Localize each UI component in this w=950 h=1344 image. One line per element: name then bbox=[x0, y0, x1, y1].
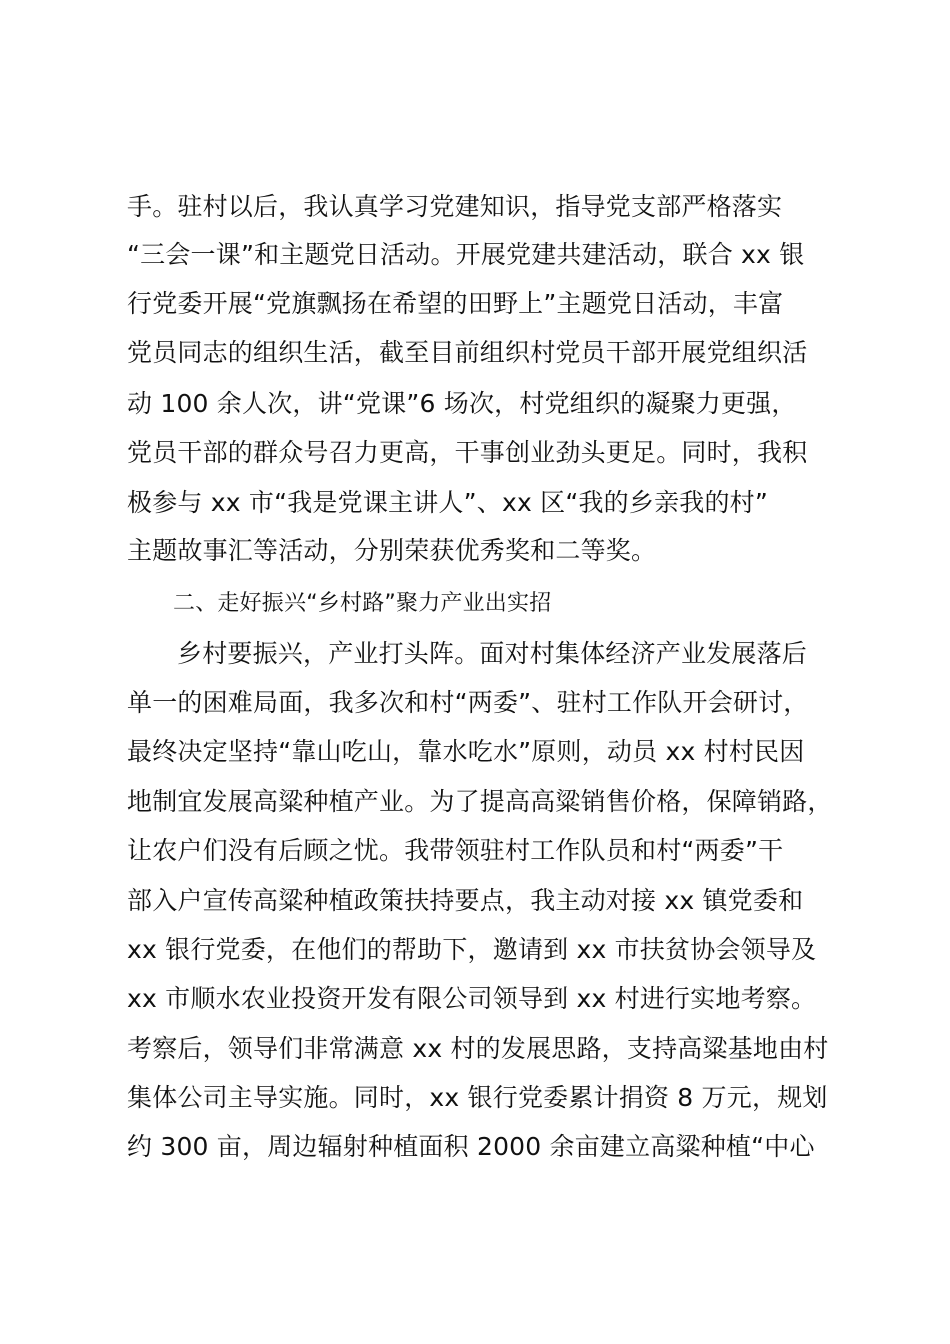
paragraph-2-line-7: xx 银行党委，在他们的帮助下，邀请到 xx 市扶贫协会领导及 bbox=[127, 935, 817, 964]
paragraph-1-line-2: “三会一课”和主题党日活动。开展党建共建活动，联合 xx 银 bbox=[127, 240, 805, 269]
paragraph-2-line-10: 集体公司主导实施。同时，xx 银行党委累计捐资 8 万元，规划 bbox=[127, 1083, 828, 1112]
paragraph-1-line-8: 主题故事汇等活动，分别荣获优秀奖和二等奖。 bbox=[127, 536, 657, 565]
paragraph-2-line-3: 最终决定坚持“靠山吃山，靠水吃水”原则，动员 xx 村村民因 bbox=[127, 737, 805, 766]
paragraph-2-line-1: 乡村要振兴，产业打头阵。面对村集体经济产业发展落后 bbox=[177, 639, 808, 668]
paragraph-1-line-5: 动 100 余人次，讲“党课”6 场次，村党组织的凝聚力更强， bbox=[127, 389, 797, 418]
paragraph-2-line-4: 地制宜发展高粱种植产业。为了提高高粱销售价格，保障销路， bbox=[127, 787, 833, 816]
paragraph-1-line-3: 行党委开展“党旗飘扬在希望的田野上”主题党日活动，丰富 bbox=[127, 289, 784, 318]
paragraph-2-line-11: 约 300 亩，周边辐射种植面积 2000 余亩建立高粱种植“中心 bbox=[127, 1132, 815, 1161]
paragraph-1-line-6: 党员干部的群众号召力更高，干事创业劲头更足。同时，我积 bbox=[127, 438, 808, 467]
section-heading-2: 二、走好振兴“乡村路”聚力产业出实招 bbox=[173, 591, 552, 616]
paragraph-2-line-9: 考察后，领导们非常满意 xx 村的发展思路，支持高粱基地由村 bbox=[127, 1034, 829, 1063]
paragraph-2-line-6: 部入户宣传高粱种植政策扶持要点，我主动对接 xx 镇党委和 bbox=[127, 886, 804, 915]
paragraph-1-line-7: 极参与 xx 市“我是党课主讲人”、xx 区“我的乡亲我的村” bbox=[127, 488, 769, 517]
paragraph-2-line-8: xx 市顺水农业投资开发有限公司领导到 xx 村进行实地考察。 bbox=[127, 984, 817, 1013]
paragraph-2-line-2: 单一的困难局面，我多次和村“两委”、驻村工作队开会研讨， bbox=[127, 688, 809, 717]
paragraph-1-line-4: 党员同志的组织生活，截至目前组织村党员干部开展党组织活 bbox=[127, 338, 808, 367]
paragraph-2-line-5: 让农户们没有后顾之忧。我带领驻村工作队员和村“两委”干 bbox=[127, 836, 784, 865]
paragraph-1-line-1: 手。驻村以后，我认真学习党建知识，指导党支部严格落实 bbox=[127, 192, 783, 221]
